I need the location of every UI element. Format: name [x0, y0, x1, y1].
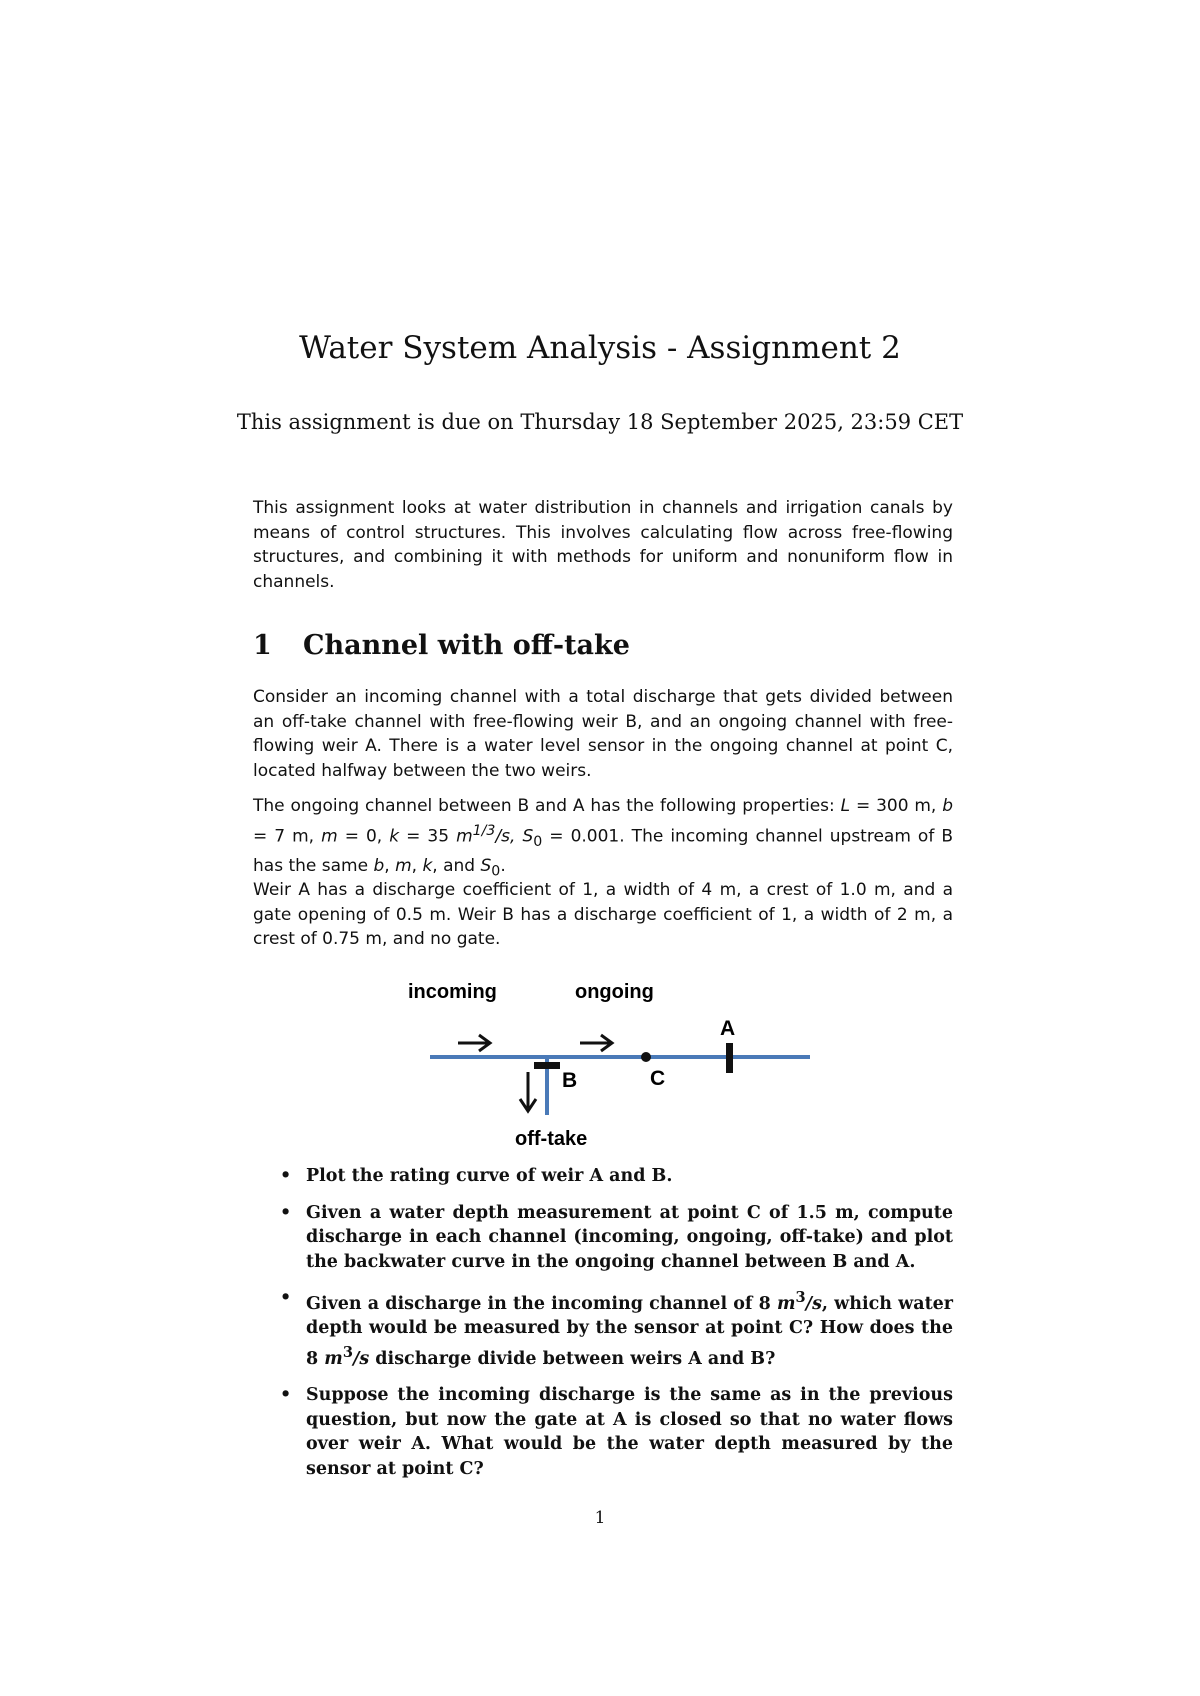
due-date-line: This assignment is due on Thursday 18 September 2025, 23:59 CET	[236, 410, 964, 434]
task-item: • Given a discharge in the incoming channel of 8 $m^3/s$, which water depth would be measured by the sensor at point C? How does the 8 $m^3/s$ discharge divide between weirs A and B?	[280, 1288, 954, 1369]
label-offtake: off-take	[515, 1128, 588, 1150]
task-list	[280, 1164, 953, 1493]
paragraph-setup: Consider an incoming channel with a total discharge that gets divided between an off-take channel with free-flowing weir B, and an ongoing channel with free-flowing weir A. There is a water level sensor in the ongoing channel at point C, located halfway between the two weirs.	[253, 687, 953, 781]
page-number: 1	[594, 1508, 606, 1528]
document-title: Water System Analysis - Assignment 2	[299, 330, 901, 366]
sensor-point-c	[641, 1052, 651, 1062]
arrow-right-icon	[458, 1035, 490, 1051]
label-incoming: incoming	[408, 981, 497, 1003]
label-c: C	[650, 1067, 666, 1090]
weir-a-marker	[726, 1043, 733, 1073]
label-ongoing: ongoing	[575, 981, 654, 1003]
arrow-down-icon	[520, 1072, 536, 1111]
label-b: B	[562, 1069, 578, 1092]
task-item: • Plot the rating curve of weir A and B.	[280, 1166, 673, 1186]
paragraph-weirs: Weir A has a discharge coefficient of 1, a width of 4 m, a crest of 1.0 m, and a gate opening of 0.5 m. Weir B has a discharge coefficient of 1, a width of 2 m, a crest of 0.75 m, and no gate.	[253, 880, 953, 949]
intro-paragraph: This assignment looks at water distribution in channels and irrigation canals by means of control structures. This involves calculating flow across free-flowing structures, and combining it with methods for uniform and nonuniform flow in channels.	[253, 498, 953, 592]
paragraph-properties: The ongoing channel between B and A has the following properties: L = 300 m, b = 7 m, m = 0, k = 35 $m^{1/3}/s$, $S_0 = 0.001$. The incoming channel upstream of B has the same b, m, k, and $S_0$.	[253, 796, 953, 880]
channel-diagram	[400, 975, 820, 1155]
section-number: 1	[253, 630, 272, 661]
section-title: Channel with off-take	[303, 630, 630, 661]
label-a: A	[720, 1017, 736, 1040]
task-item: • Suppose the incoming discharge is the same as in the previous question, but now the gate at A is closed so that no water flows over weir A. What would be the water depth measured by the sensor at point C?	[280, 1385, 953, 1479]
section-heading	[253, 630, 630, 661]
arrow-right-icon	[580, 1035, 612, 1051]
weir-b-marker	[534, 1062, 560, 1069]
task-item: • Given a water depth measurement at point C of 1.5 m, compute discharge in each channel (incoming, ongoing, off-take) and plot the backwater curve in the ongoing channel between B and A.	[280, 1202, 953, 1272]
